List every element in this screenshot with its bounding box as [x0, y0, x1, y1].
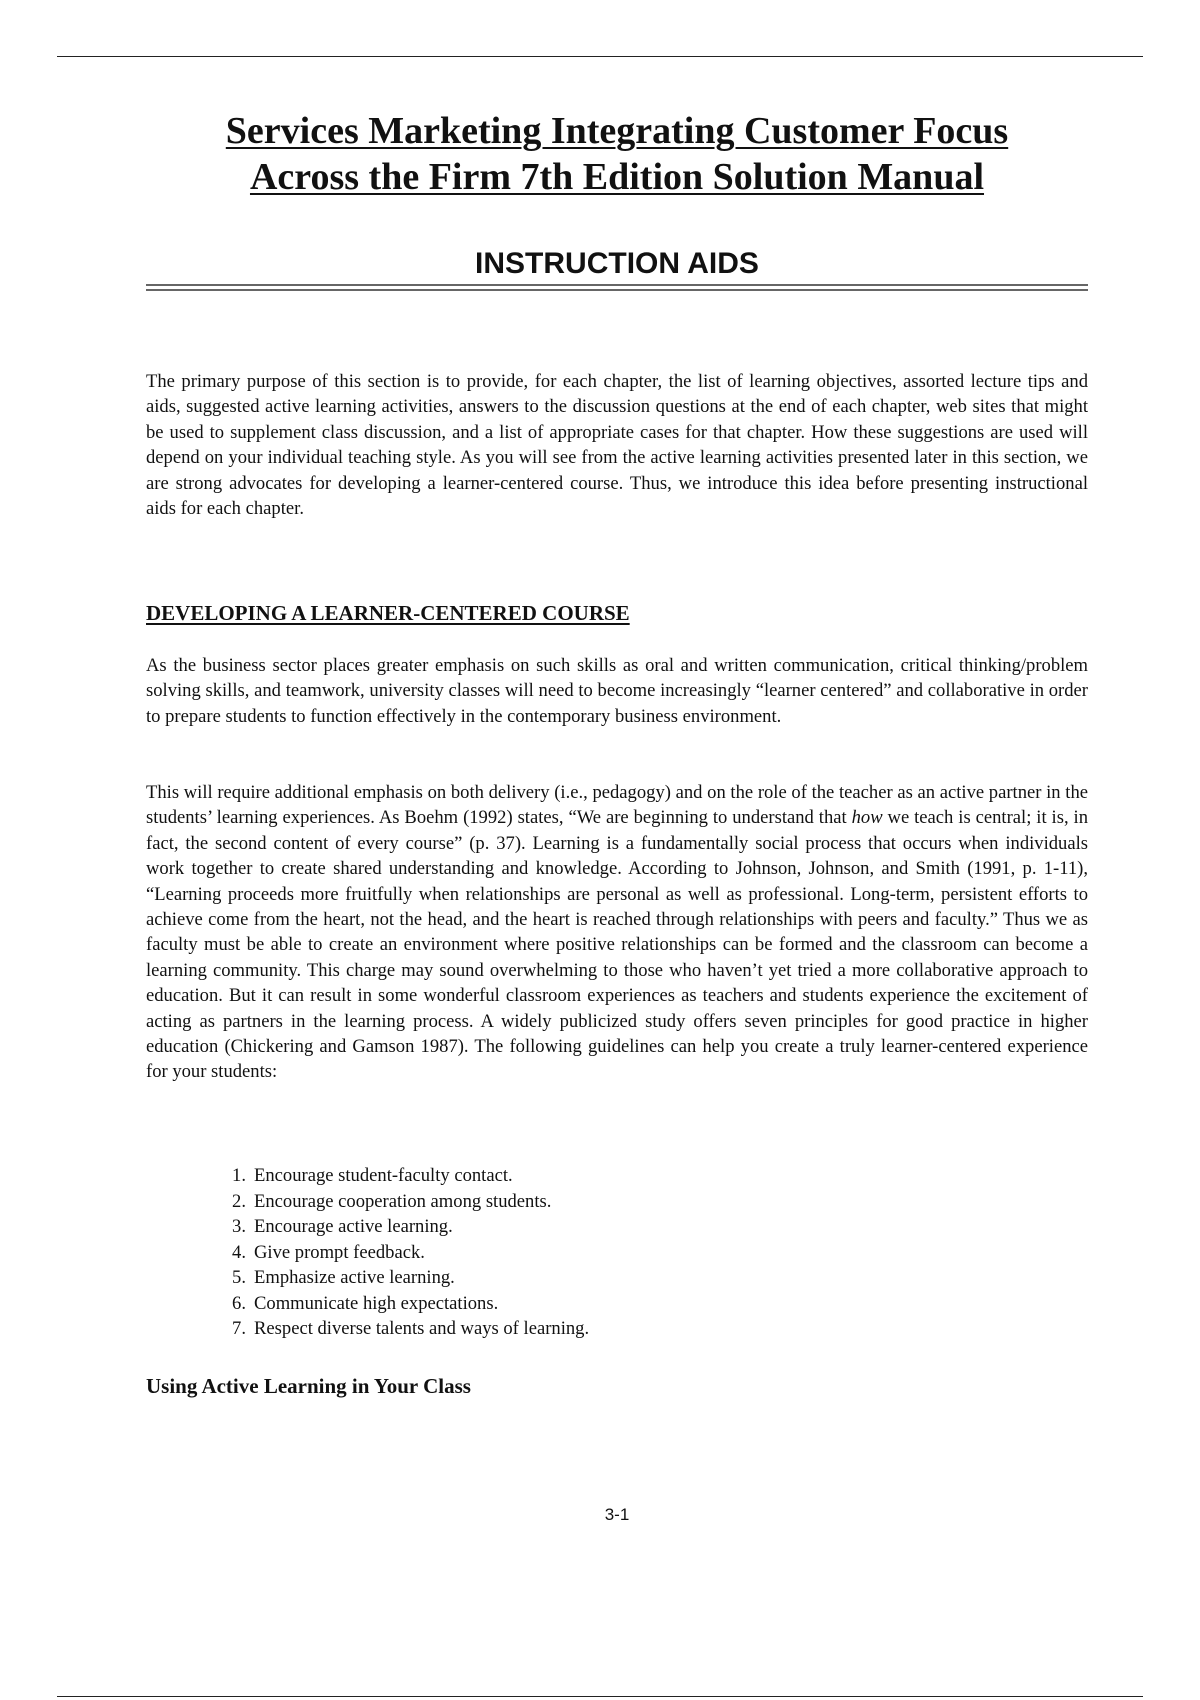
learner-centered-heading: DEVELOPING A LEARNER-CENTERED COURSE: [146, 601, 630, 625]
title-line-1: Services Marketing Integrating Customer Focus: [225, 110, 1009, 152]
active-learning-heading: Using Active Learning in Your Class: [146, 1374, 471, 1398]
list-number: 2.: [232, 1190, 246, 1212]
list-item: [210, 1240, 589, 1266]
list-item: [210, 1265, 589, 1291]
list-text: Encourage cooperation among students.: [254, 1190, 552, 1212]
list-item: [210, 1291, 589, 1317]
learner-paragraph-1: As the business sector places greater emphasis on such skills as oral and written communication, critical thinking/problem solving skills, and teamwork, university classes will need to become increasingly “learner centered” and collaborative in order to prepare students to function effectively in the contemporary business environment.: [146, 655, 1088, 727]
page-number: 3-1: [604, 1505, 630, 1524]
bottom-rule: [57, 1696, 1143, 1697]
paragraph-2-part-2: we teach is central; it is, in fact, the second content of every course” (p. 37). Learning is a fundamentally social process that occurs when individuals work together to create shared understanding and knowledge. According to Johnson, Johnson, and Smith (1991, p. 1-11), “Learning proceeds more fruitfully when relationships are personal as well as professional. Long-term, persistent efforts to achieve come from the heart, not the head, and the heart is reached through relationships with peers and faculty.” Thus we as faculty must be able to create an environment where positive relationships can be formed and the classroom can become a learning community. This charge may sound overwhelming to those who haven’t yet tried a more collaborative approach to education. But it can result in some wonderful classroom experiences as teachers and students experience the excitement of acting as partners in the learning process. A widely publicized study offers seven principles for good practice in higher education (Chickering and Gamson 1987). The following guidelines can help you create a truly learner-centered experience for your students:: [146, 807, 1088, 1083]
list-number: 3.: [232, 1216, 246, 1237]
paragraph-2-part-1: This will require additional emphasis on both delivery (i.e., pedagogy) and on the role of the teacher as an active partner in the students’ learning experiences. As Boehm (1992) states, “We are beginning to understand that: [146, 782, 1088, 829]
list-item: [210, 1316, 589, 1342]
document-title: [146, 108, 1088, 200]
list-item: [210, 1214, 589, 1240]
list-text: Communicate high expectations.: [254, 1292, 499, 1314]
emphasis-how: how: [851, 807, 883, 829]
guidelines-list: [210, 1163, 589, 1342]
list-number: 7.: [232, 1318, 246, 1339]
section-double-rule: [146, 284, 1088, 291]
list-number: 1.: [232, 1165, 246, 1186]
list-number: 5.: [232, 1267, 246, 1288]
list-item: [210, 1189, 589, 1215]
learner-paragraph-2: [146, 780, 1088, 1085]
intro-paragraph: The primary purpose of this section is to provide, for each chapter, the list of learning objectives, assorted lecture tips and aids, suggested active learning activities, answers to the discussion questions at the end of each chapter, web sites that might be used to supplement class discussion, and a list of appropriate cases for that chapter. How these suggestions are used will depend on your individual teaching style. As you will see from the active learning activities presented later in this section, we are strong advocates for developing a learner-centered course. Thus, we introduce this idea before presenting instructional aids for each chapter.: [146, 371, 1088, 520]
list-text: Emphasize active learning.: [254, 1267, 455, 1288]
list-text: Respect diverse talents and ways of learning.: [254, 1318, 590, 1339]
list-text: Give prompt feedback.: [254, 1241, 425, 1263]
list-text: Encourage active learning.: [254, 1216, 453, 1237]
section-heading: INSTRUCTION AIDS: [475, 247, 759, 280]
list-number: 4.: [232, 1241, 246, 1263]
top-rule: [57, 56, 1143, 57]
list-item: [210, 1163, 589, 1189]
title-line-2: Across the Firm 7th Edition Solution Manual: [249, 156, 985, 198]
list-text: Encourage student-faculty contact.: [254, 1165, 513, 1186]
list-number: 6.: [232, 1292, 246, 1314]
